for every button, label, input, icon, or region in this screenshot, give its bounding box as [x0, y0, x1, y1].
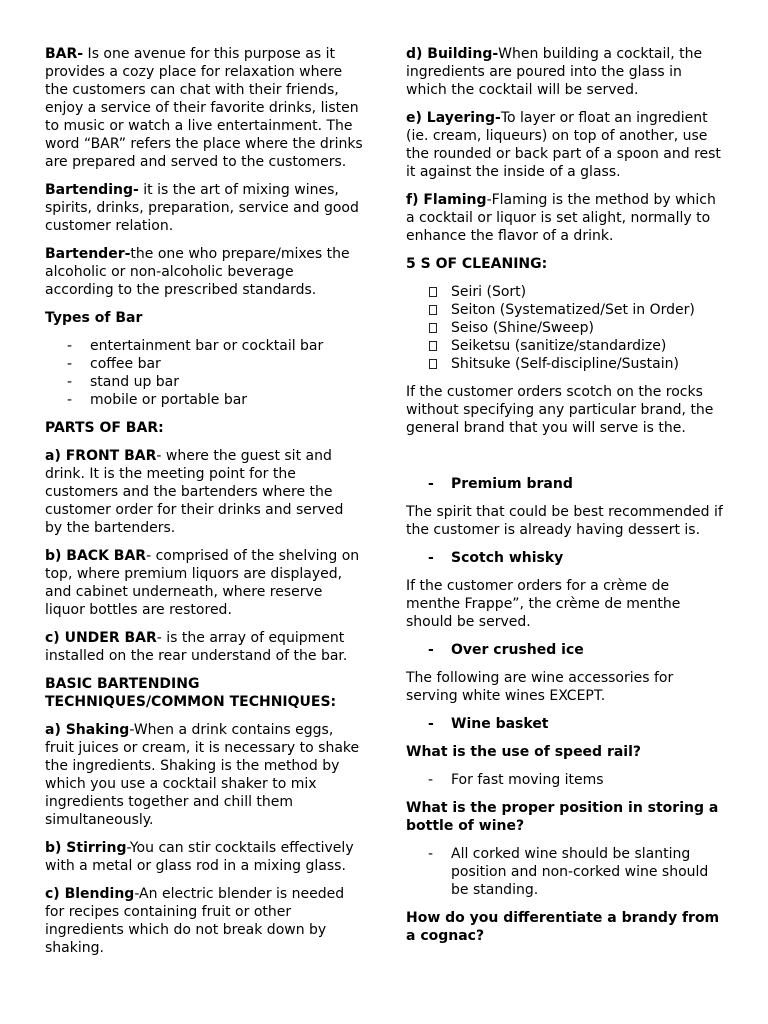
list-item: Seiri (Sort): [406, 283, 726, 301]
flaming: f) Flaming-Flaming is the method by which a cocktail or liquor is set alight, normally to enhance the flavor of a drink.: [406, 192, 716, 244]
question-6: What is the proper position in storing a bottle of wine?: [406, 800, 719, 834]
back-bar: b) BACK BAR- comprised of the shelving on top, where premium liquors are displayed, and cabinet underneath, where reserve liquor bottles are restored.: [45, 548, 360, 618]
parts-heading: PARTS OF BAR:: [45, 420, 164, 436]
bartender-term: Bartender-: [45, 246, 131, 262]
question-5: What is the use of speed rail?: [406, 744, 642, 760]
bar-term: BAR-: [45, 46, 84, 62]
list-item: Shitsuke (Self-discipline/Sustain): [406, 355, 726, 373]
spacer: [406, 447, 726, 475]
layering: e) Layering-To layer or float an ingredient (ie. cream, liqueurs) on top of another, use the rounded or back part of a spoon and rest it against the inside of a glass.: [406, 110, 721, 180]
list-item: - mobile or portable bar: [45, 391, 365, 409]
list-item: - Premium brand: [406, 475, 726, 493]
list-item: - Over crushed ice: [406, 641, 726, 659]
list-item: Seiso (Shine/Sweep): [406, 319, 726, 337]
list-item: - All corked wine should be slanting position and non-corked wine should be standing.: [406, 845, 726, 899]
blending: c) Blending-An electric blender is needed for recipes containing fruit or other ingredients which do not break down by shaking.: [45, 886, 345, 956]
question-1: If the customer orders scotch on the rocks without specifying any particular brand, the general brand that you will serve is the.: [406, 384, 714, 436]
answer-6: [406, 845, 726, 899]
question-3: If the customer orders for a crème de menthe Frappe”, the crème de menthe should be served.: [406, 578, 681, 630]
bartender-definition: Bartender-the one who prepare/mixes the alcoholic or non-alcoholic beverage according to the prescribed standards.: [45, 246, 350, 298]
question-2: The spirit that could be best recommended if the customer is already having dessert is.: [406, 504, 723, 538]
list-item: - entertainment bar or cocktail bar: [45, 337, 365, 355]
building: d) Building-When building a cocktail, the ingredients are poured into the glass in which the cocktail will be served.: [406, 46, 703, 98]
right-column: [406, 45, 726, 955]
question-7: How do you differentiate a brandy from a cognac?: [406, 910, 720, 944]
list-item: - Scotch whisky: [406, 549, 726, 567]
cleaning-list: [406, 283, 726, 373]
front-bar: a) FRONT BAR- where the guest sit and drink. It is the meeting point for the customers and the bartenders where the customer order for their drinks and served by the bartenders.: [45, 448, 344, 536]
stirring: b) Stirring-You can stir cocktails effectively with a metal or glass rod in a mixing glass.: [45, 840, 354, 874]
answer-5: [406, 771, 726, 789]
list-item: Seiketsu (sanitize/standardize): [406, 337, 726, 355]
list-item: - For fast moving items: [406, 771, 726, 789]
under-bar: c) UNDER BAR- is the array of equipment installed on the rear understand of the bar.: [45, 630, 348, 664]
cleaning-heading: 5 S OF CLEANING:: [406, 256, 548, 272]
bar-definition: BAR- Is one avenue for this purpose as it provides a cozy place for relaxation where the customers can chat with their friends, enjoy a service of their favorite drinks, listen to music or watch a live entertainment. The word “BAR” refers the place where the drinks are prepared and served to the customers.: [45, 46, 363, 170]
bartending-definition: Bartending- it is the art of mixing wines, spirits, drinks, preparation, service and good customer relation.: [45, 182, 359, 234]
answer-3: [406, 641, 726, 659]
types-heading: Types of Bar: [45, 310, 143, 326]
answer-2: [406, 549, 726, 567]
bartending-term: Bartending-: [45, 182, 139, 198]
types-list: [45, 337, 365, 409]
answer-1: [406, 475, 726, 493]
list-item: - Wine basket: [406, 715, 726, 733]
question-4: The following are wine accessories for serving white wines EXCEPT.: [406, 670, 674, 704]
answer-4: [406, 715, 726, 733]
list-item: Seiton (Systematized/Set in Order): [406, 301, 726, 319]
techniques-heading: BASIC BARTENDING TECHNIQUES/COMMON TECHNIQUES:: [45, 676, 337, 710]
list-item: - stand up bar: [45, 373, 365, 391]
shaking: a) Shaking-When a drink contains eggs, fruit juices or cream, it is necessary to shake the ingredients. Shaking is the method by which you use a cocktail shaker to mix ingredients together and chill them simultaneously.: [45, 722, 360, 828]
left-column: [45, 45, 365, 967]
list-item: - coffee bar: [45, 355, 365, 373]
